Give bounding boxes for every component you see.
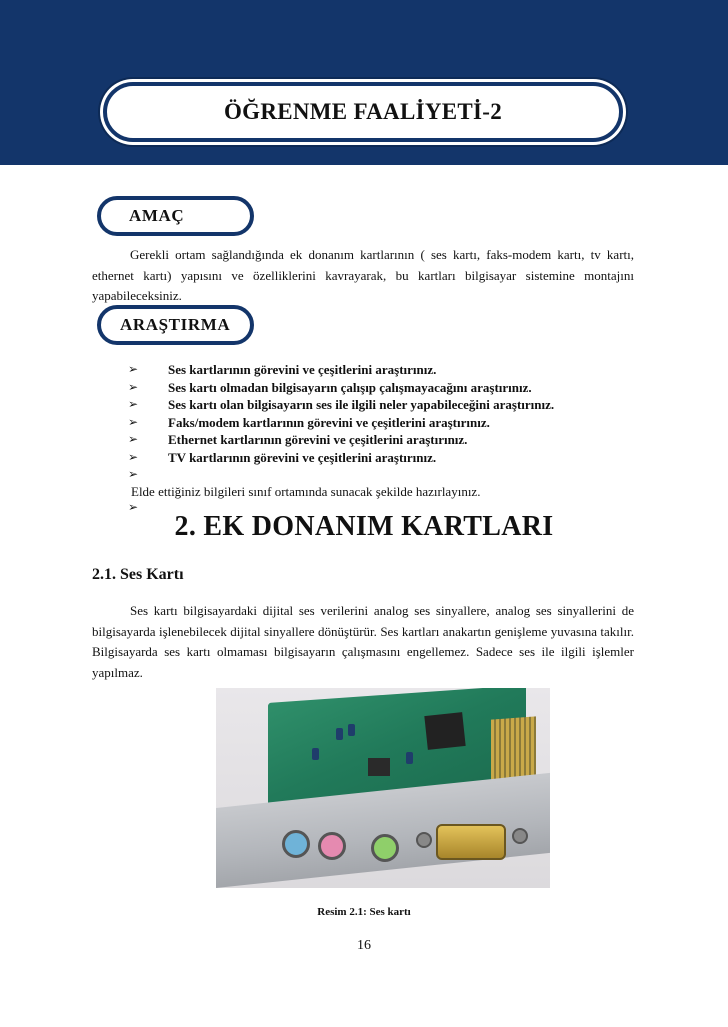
arrow-bullet-icon: ➢ [128, 449, 139, 464]
research-item: ➢ TV kartlarının görevini ve çeşitlerini araştırınız. [128, 449, 437, 465]
arrow-bullet-icon: ➢ [128, 379, 139, 394]
research-note: Elde ettiğiniz bilgileri sınıf ortamında sunacak şekilde hazırlayınız. [131, 484, 481, 499]
research-item: ➢ Ses kartlarının görevini ve çeşitlerini araştırınız. [128, 362, 437, 377]
secondary-chip [368, 758, 390, 776]
amac-paragraph: Gerekli ortam sağlandığında ek donanım kartlarının ( ses kartı, faks-modem kartı, tv kartı, ethernet kartı) yapısını ve özelliklerini kavrayarak, bu kartları bilgisayar sistemine montajını yapabileceksiniz. [92, 247, 634, 303]
section-title: 2. EK DONANIM KARTLARI [174, 511, 554, 542]
research-item: ➢ Ethernet kartlarının görevini ve çeşitlerini araştırınız. [128, 432, 468, 447]
page-number: 16 [357, 938, 371, 953]
arrow-bullet-icon: ➢ [128, 397, 139, 411]
arrow-bullet-icon: ➢ [128, 362, 139, 376]
arrow-bullet-icon: ➢ [128, 467, 139, 481]
figure-caption: Resim 2.1: Ses kartı [317, 906, 411, 918]
capacitor [406, 752, 413, 764]
arrow-bullet-icon: ➢ [128, 432, 139, 446]
research-item: ➢ Faks/modem kartlarının görevini ve çeşitlerini araştırınız. [128, 414, 490, 430]
sound-card-photo [216, 688, 550, 888]
main-chip [424, 712, 465, 750]
audio-jack [282, 830, 310, 858]
audio-jack [318, 832, 346, 860]
screw [416, 832, 432, 848]
arastirma-label: ARAŞTIRMA [97, 305, 254, 345]
activity-title-box [103, 82, 623, 142]
capacitor [336, 728, 343, 740]
activity-title: ÖĞRENME FAALİYETİ-2 [223, 99, 503, 124]
capacitor [348, 724, 355, 736]
research-item: ➢ Ses kartı olan bilgisayarın ses ile ilgili neler yapabileceğini araştırınız. [128, 397, 555, 412]
arrow-bullet-icon: ➢ [128, 500, 139, 514]
capacitor [312, 748, 319, 760]
research-list [128, 361, 628, 484]
arrow-bullet-icon: ➢ [128, 414, 139, 429]
research-item [128, 466, 628, 484]
research-item: ➢ Ses kartı olmadan bilgisayarın çalışıp çalışmayacağını araştırınız. [128, 379, 532, 395]
screw [512, 828, 528, 844]
game-port [436, 824, 506, 860]
amac-label: AMAÇ [97, 196, 254, 236]
audio-jack [371, 834, 399, 862]
subsection-title: 2.1. Ses Kartı [92, 566, 184, 583]
section-paragraph: Ses kartı bilgisayardaki dijital ses verilerini analog ses sinyallere, analog ses sinyallerini de bilgisayarda işlenebilecek dijital sinyallere dönüştürür. Ses kartları anakartın genişleme yuvasına takılır. Bilgisayarda ses kartı olmaması bilgisayarın çalışmasını engellemez. Sadece ses ile ilgili işlemler yapılmaz. [92, 603, 634, 680]
